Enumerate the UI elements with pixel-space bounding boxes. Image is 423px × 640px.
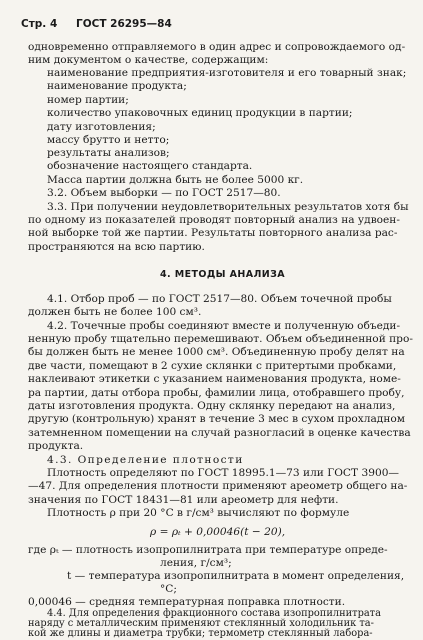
text-line: 3.3. При получении неудовлетворительных результатов хотя бы (47, 201, 409, 213)
text-line: Масса партии должна быть не более 5000 кг. (47, 174, 304, 186)
text-line: наклеивают этикетки с указанием наименования продукта, номе- (28, 373, 401, 385)
definition-line: где ρₜ — плотность изопропилнитрата при температуре опреде- (28, 544, 388, 556)
text-line: —47. Для определения плотности применяют ареометр общего на- (28, 480, 408, 492)
text-line: наименование предприятия-изготовителя и его товарный знак; (47, 67, 407, 79)
section-heading: 4. МЕТОДЫ АНАЛИЗА (160, 269, 286, 280)
text-line: результаты анализов; (47, 147, 170, 159)
text-line: бы должен быть не менее 1000 см³. Объединенную пробу делят на (28, 346, 405, 358)
text-line: наименование продукта; (47, 80, 187, 92)
text-line: ра партии, даты отбора пробы, фамилии лица, отобравшего пробу, (28, 387, 405, 399)
text-line: Плотность ρ при 20 °С в г/см³ вычисляют по формуле (47, 507, 350, 519)
text-line: 3.2. Объем выборки — по ГОСТ 2517—80. (47, 187, 281, 199)
text-line: значения по ГОСТ 18431—81 или ареометр для нефти. (28, 494, 339, 506)
text-line: продукта. (28, 440, 84, 452)
text-line: одновременно отправляемого в один адрес и сопровождаемого од- (28, 41, 406, 53)
definition-line: ления, г/см³; (160, 557, 232, 569)
text-line: кой же длины и диаметра трубки; термометр стеклянный лабора- (28, 628, 373, 639)
text-line: по одному из показателей проводят повторный анализ на удвоен- (28, 214, 400, 226)
text-line: пространяются на всю партию. (28, 241, 205, 253)
text-line: массу брутто и нетто; (47, 134, 170, 146)
text-line: ненную пробу тщательно перемешивают. Объем объединенной про- (28, 333, 413, 345)
standard-id: ГОСТ 26295—84 (76, 18, 172, 30)
text-line: номер партии; (47, 94, 129, 106)
text-line: количество упаковочных единиц продукции в партии; (47, 107, 353, 119)
definition-line: t — температура изопропилнитрата в момент определения, (67, 570, 405, 582)
definition-line: 0,00046 — средняя температурная поправка плотности. (28, 596, 346, 608)
text-line: 4.4. Для определения фракционного состава изопропилнитрата (47, 608, 381, 619)
text-line: наряду с металлическим применяют стеклянный холодильник та- (28, 618, 374, 629)
text-line: 4.1. Отбор проб — по ГОСТ 2517—80. Объем точечной пробы (47, 293, 392, 305)
text-line: затемненном помещении на случай разногласий в оценке качества (28, 427, 411, 439)
text-line: Плотность определяют по ГОСТ 18995.1—73 или ГОСТ 3900— (47, 467, 400, 479)
text-line: даты изготовления продукта. Одну склянку передают на анализ, (28, 400, 396, 412)
text-line: две части, помещают в 2 сухие склянки с притертыми пробками, (28, 360, 397, 372)
text-line: ним документом о качестве, содержащим: (28, 54, 269, 66)
text-line: дату изготовления; (47, 121, 156, 133)
text-line: обозначение настоящего стандарта. (47, 160, 253, 172)
subsection-heading: 4.3. Определение плотности (47, 454, 244, 466)
text-line: другую (контрольную) хранят в течение 3 мес в сухом прохладном (28, 413, 405, 425)
text-line: должен быть не более 100 см³. (28, 306, 202, 318)
text-line: 4.2. Точечные пробы соединяют вместе и полученную объеди- (47, 320, 401, 332)
text-line: ной выборке той же партии. Результаты повторного анализа рас- (28, 227, 398, 239)
definition-line: °С; (160, 583, 177, 595)
page-number: Стр. 4 (21, 18, 58, 30)
density-formula: ρ = ρₜ + 0,00046(t − 20), (150, 526, 286, 538)
